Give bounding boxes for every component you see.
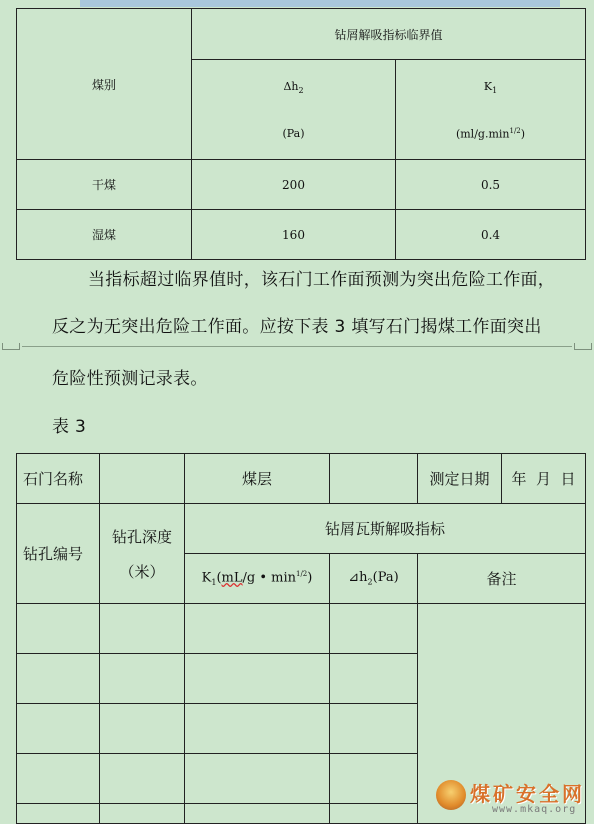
table-cell: [185, 654, 330, 704]
k1-value-cell: 0.5: [396, 160, 586, 210]
k1-unit-close: ): [520, 127, 526, 141]
table-cell: [330, 704, 418, 754]
critical-value-table: [16, 8, 586, 260]
table-cell: [330, 754, 418, 804]
dh2-symbol: Δh: [283, 79, 299, 93]
dh2-prefix: ⊿h: [348, 570, 368, 586]
coal-seam-header: 煤层: [185, 454, 330, 504]
measure-date-cell: 年 月 日: [502, 454, 586, 504]
k1-open-paren: (: [216, 570, 222, 586]
table-cell: [17, 754, 100, 804]
dh2-column-header: [330, 554, 418, 604]
dh2-value-cell: 200: [192, 160, 396, 210]
paragraph-line-1: 当指标超过临界值时，该石门工作面预测为突出危险工作面，: [88, 270, 556, 290]
table-cell: [185, 604, 330, 654]
dh2-value-cell: 160: [192, 210, 396, 260]
hole-depth-unit: （米）: [119, 562, 165, 581]
k1-unit-rest: /g • min: [242, 570, 296, 586]
table-cell: [100, 704, 185, 754]
coal-type-header: 煤别: [17, 9, 192, 160]
k1-sup: 1/2: [296, 570, 308, 579]
crosscut-name-cell: [100, 454, 185, 504]
watermark-text: 煤矿安全网: [470, 782, 585, 806]
table-row: [17, 160, 586, 210]
dh2-subscript: 2: [298, 86, 304, 96]
k1-sub: 1: [211, 577, 217, 587]
table-cell: [17, 804, 100, 824]
page-break-left-mark: [2, 343, 20, 350]
dh2-sub: 2: [367, 577, 373, 587]
k1-close-paren: ): [307, 570, 313, 586]
hole-number-header: 钻孔编号: [17, 504, 100, 604]
k1-symbol: K: [483, 79, 493, 93]
paragraph-line-2: 反之为无突出危险工作面。应按下表 3 填写石门揭煤工作面突出: [52, 317, 542, 337]
k1-value-cell: 0.4: [396, 210, 586, 260]
k1-header: [396, 60, 586, 160]
desorption-index-header: 钻屑瓦斯解吸指标: [185, 504, 586, 554]
table-cell: [185, 754, 330, 804]
table-cell: [17, 604, 100, 654]
k1-subscript: 1: [492, 85, 498, 95]
crosscut-name-header: 石门名称: [17, 454, 100, 504]
remark-header: 备注: [418, 554, 586, 604]
page-break: [0, 341, 594, 353]
table-cell: [330, 604, 418, 654]
dh2-unit: (Pa): [282, 127, 305, 141]
watermark-url: www.mkaq.org: [492, 804, 577, 815]
table3-caption: 表 3: [52, 417, 87, 437]
coal-seam-cell: [330, 454, 418, 504]
table-cell: [185, 804, 330, 824]
dh2-unit-label: (Pa): [372, 570, 399, 586]
k1-unit: (ml/g.min: [455, 127, 510, 141]
page-break-line: [22, 346, 572, 347]
coal-type-cell: 湿煤: [17, 210, 192, 260]
critical-value-group-header: 钻屑解吸指标临界值: [192, 9, 586, 60]
site-watermark: [436, 778, 588, 818]
table-row: [17, 604, 586, 654]
k1-superscript: 1/2: [509, 126, 521, 135]
coal-type-cell: 干煤: [17, 160, 192, 210]
page-top-bar: [80, 0, 560, 7]
table-cell: [100, 654, 185, 704]
table-cell: [330, 804, 418, 824]
table-cell: [100, 754, 185, 804]
prediction-record-table: [16, 453, 586, 824]
table-cell: [100, 604, 185, 654]
measure-date-header: 测定日期: [418, 454, 502, 504]
page-break-right-mark: [574, 343, 592, 350]
table-cell: [100, 804, 185, 824]
k1-column-header: [185, 554, 330, 604]
k1-prefix: K: [201, 570, 212, 586]
watermark-logo-icon: [436, 780, 466, 810]
hole-depth-label: 钻孔深度: [111, 527, 172, 546]
table-cell: [17, 704, 100, 754]
table-cell: [330, 654, 418, 704]
table-cell: [185, 704, 330, 754]
k1-ml-unit: mL: [221, 570, 243, 586]
hole-depth-header: [100, 504, 185, 604]
table-cell: [17, 654, 100, 704]
table-row: [17, 210, 586, 260]
paragraph-line-3: 危险性预测记录表。: [52, 369, 208, 389]
dh2-header: [192, 60, 396, 160]
